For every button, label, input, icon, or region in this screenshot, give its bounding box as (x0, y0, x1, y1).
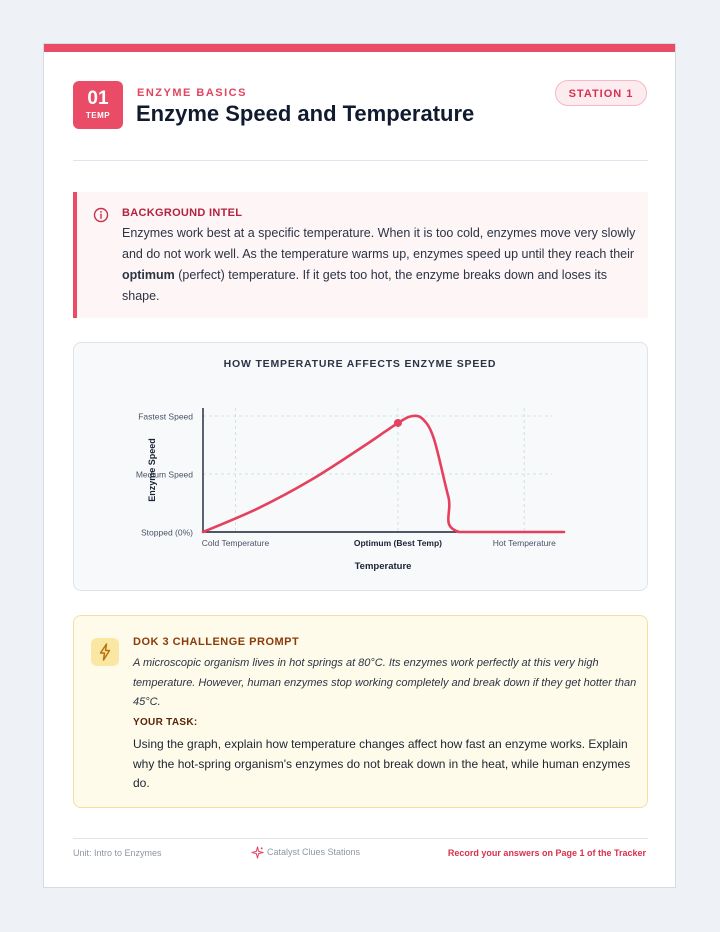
lightning-icon-tile (91, 638, 119, 666)
badge-label: TEMP (85, 111, 111, 120)
info-icon (93, 207, 109, 223)
footer-note: Record your answers on Page 1 of the Tracker (447, 848, 646, 858)
page-title: Enzyme Speed and Temperature (136, 101, 475, 126)
x-axis-label: Temperature (354, 561, 412, 572)
task-heading: YOUR TASK: (133, 717, 198, 728)
y-tick-label-1: Medium Speed (135, 469, 193, 480)
dok-prompt: A microscopic organism lives in hot springs at 80°C. Its enzymes work perfectly at this very high temperature. However, human enzymes stop working completely and break down if they get hotter than 45°C. (133, 657, 637, 708)
intel-text (122, 223, 642, 307)
task-text: Using the graph, explain how temperature changes affect how fast an enzyme works. Explain why the hot-spring organism's enzymes do not break down in the heat, while human enzymes do. (133, 737, 631, 790)
dok-heading: DOK 3 CHALLENGE PROMPT (133, 636, 300, 648)
y-tick-label-0: Stopped (0%) (141, 527, 193, 538)
intel-text-start: Enzymes work best at a specific temperature. When it is too cold, enzymes move very slowly and do not work well. As the temperature warms up, enzymes speed up until they reach their (122, 226, 636, 261)
footer-divider (73, 838, 648, 839)
x-tick-label-1: Optimum (Best Temp) (353, 538, 443, 548)
chart-title: HOW TEMPERATURE AFFECTS ENZYME SPEED (223, 358, 497, 370)
intel-text-end: (perfect) temperature. If it gets too hot, the enzyme breaks down and loses its shape. (122, 268, 607, 303)
section-kicker: ENZYME BASICS (137, 87, 247, 99)
y-axis-label: Enzyme Speed (147, 438, 157, 502)
enzyme-speed-chart (74, 343, 647, 590)
station-number-badge (73, 81, 123, 129)
x-tick-label-0: Cold Temperature (201, 538, 270, 548)
chart-card (73, 342, 648, 591)
intel-text-bold: optimum (122, 268, 175, 282)
header-divider (73, 160, 648, 161)
dok-challenge-box (73, 615, 648, 808)
x-tick-label-2: Hot Temperature (492, 538, 556, 548)
top-accent-bar (44, 44, 675, 52)
station-pill: STATION 1 (555, 80, 647, 106)
intel-heading: BACKGROUND INTEL (122, 207, 243, 219)
badge-number: 01 (87, 88, 109, 109)
optimum-point (394, 419, 402, 427)
footer-brand-text: Catalyst Clues Stations (267, 846, 361, 857)
background-intel-box (73, 192, 648, 318)
worksheet-page (43, 43, 676, 888)
sparkle-icon (251, 846, 264, 859)
y-tick-label-2: Fastest Speed (138, 411, 193, 422)
footer-unit: Unit: Intro to Enzymes (73, 848, 162, 858)
footer-brand (251, 846, 360, 859)
lightning-icon (91, 638, 119, 666)
